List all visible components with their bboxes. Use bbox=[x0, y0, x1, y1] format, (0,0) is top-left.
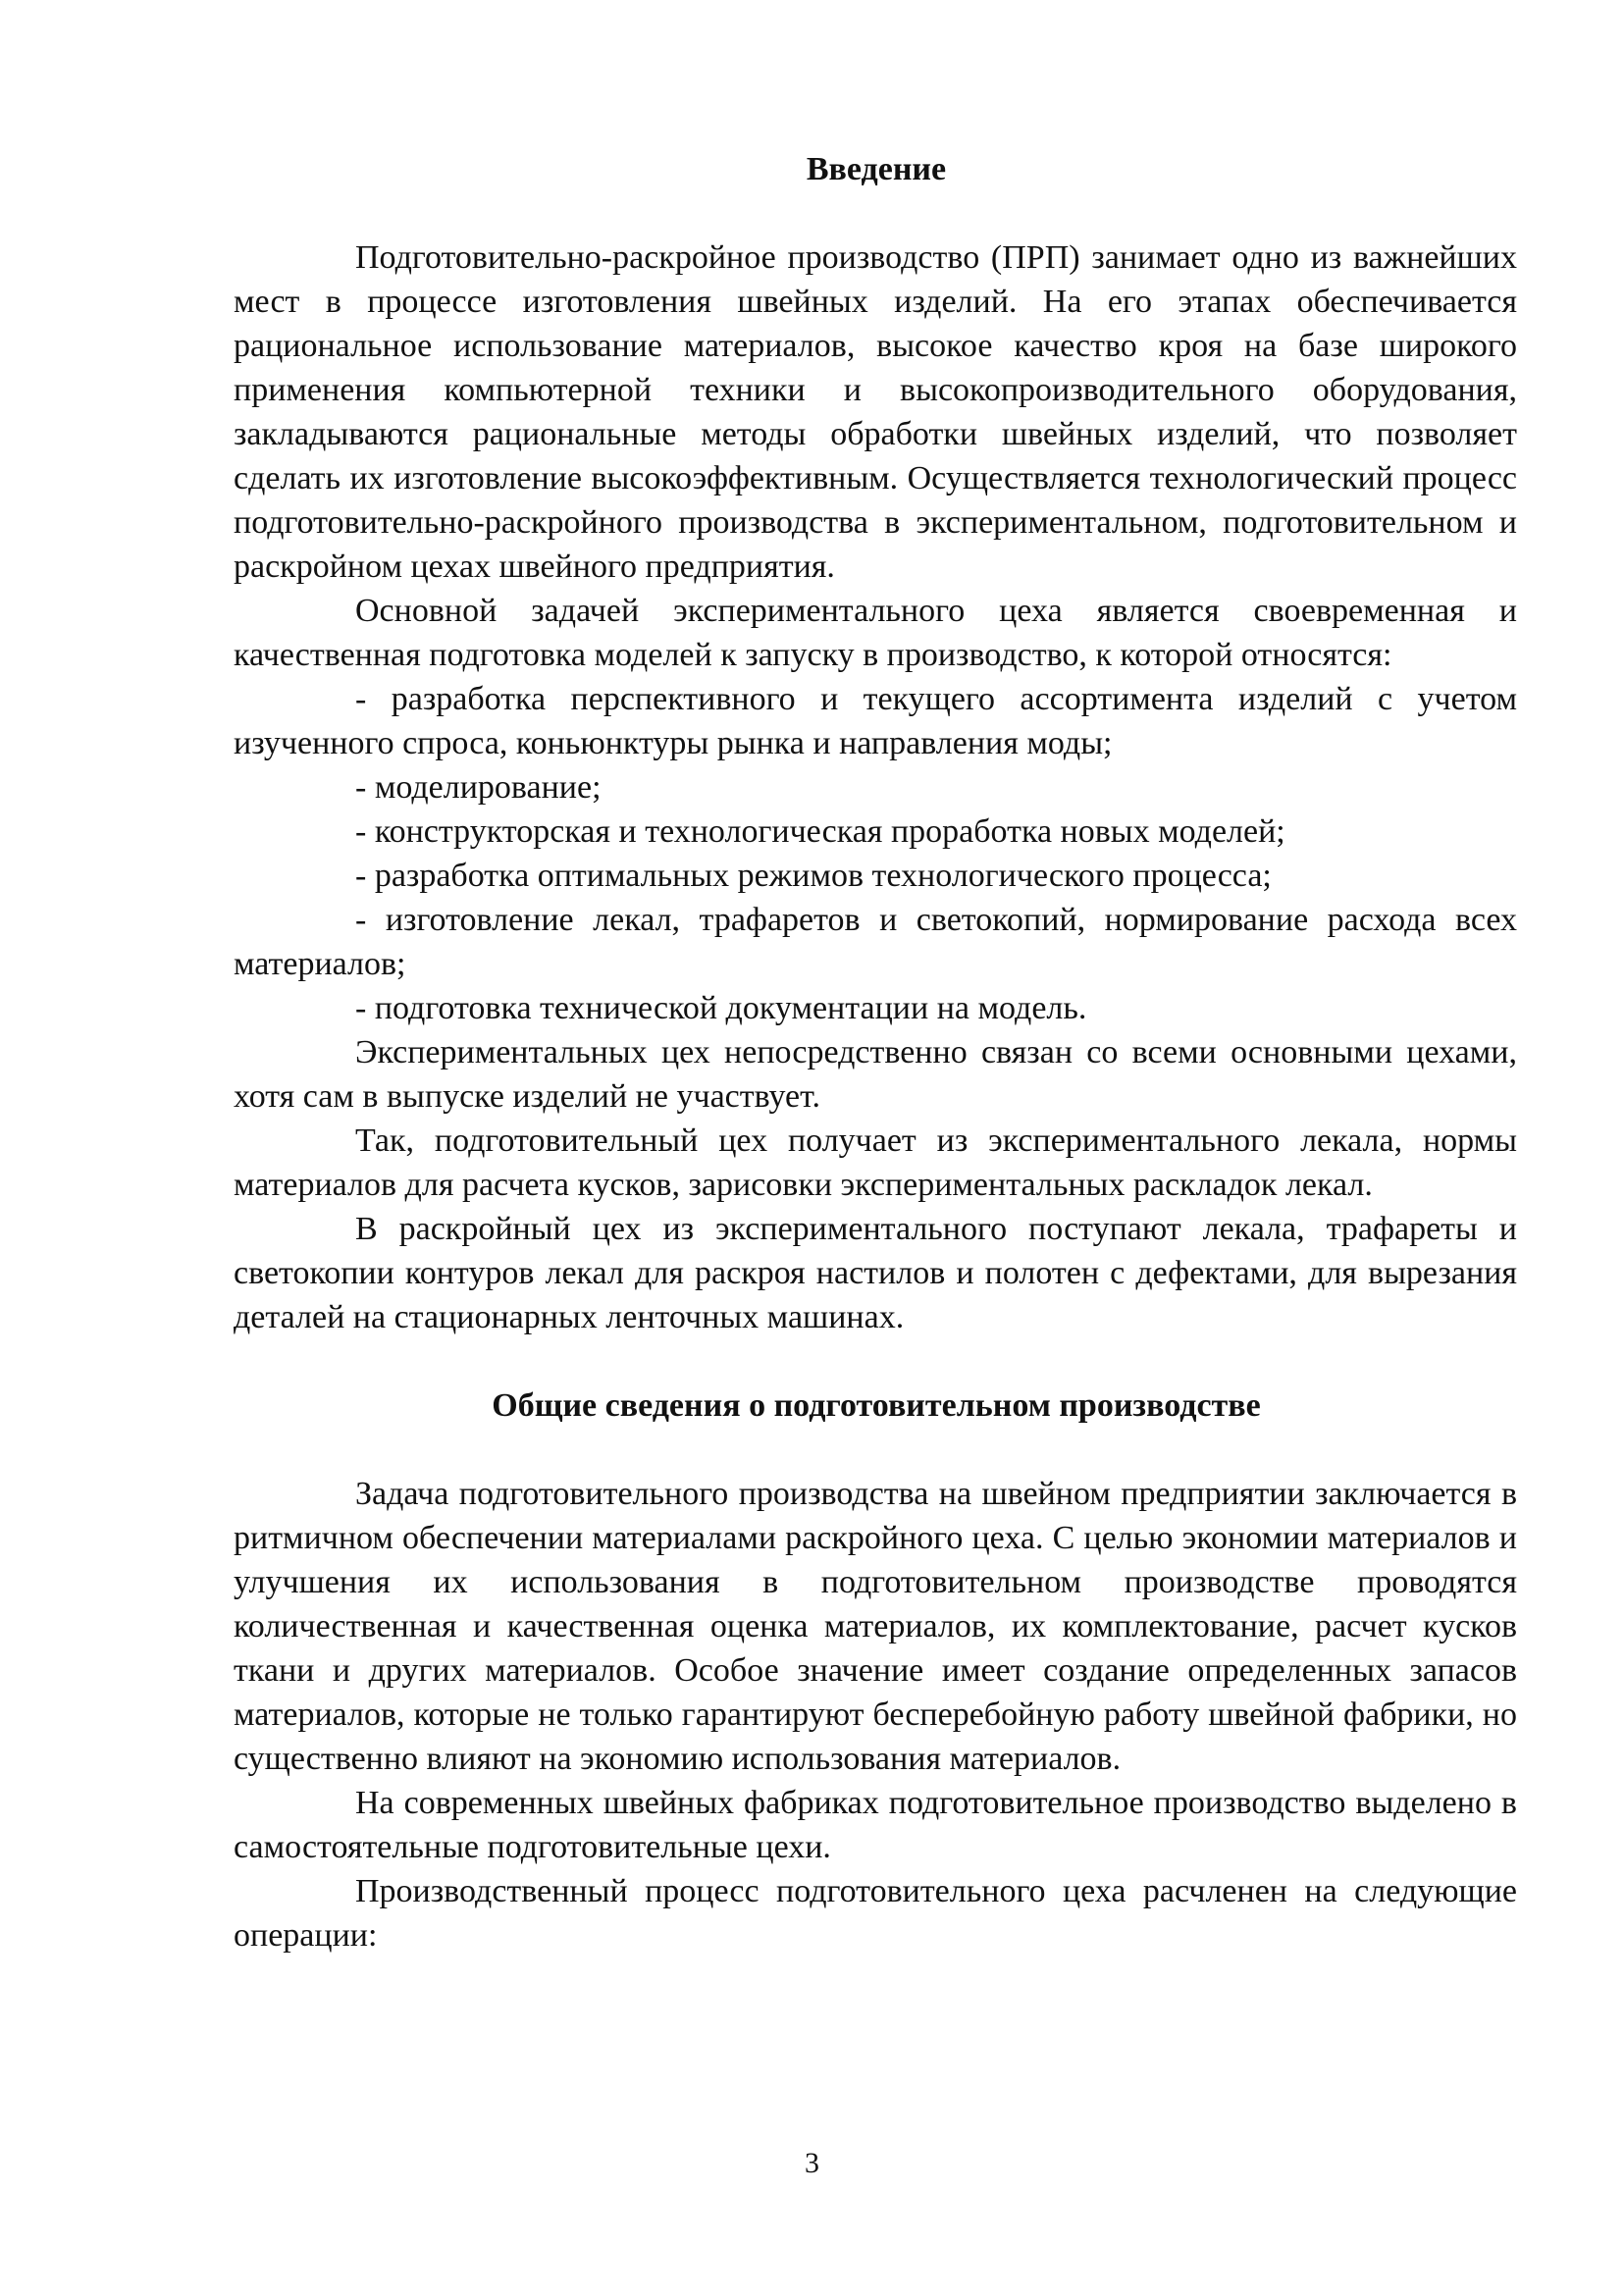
page-number: 3 bbox=[805, 2147, 819, 2179]
intro-paragraph-1: Подготовительно-раскройное производство (ПРП) занимает одно из важнейших мест в процессе изготовления швейных изделий. На его этапах обеспечивается рациональное использование материалов, высокое качество кроя на базе широкого применения компьютерной техники и высокопроизводительного оборудования, закладываются рациональные методы обработки швейных изделий, что позволяет сделать их изготовление высокоэффективным. Осуществляется технологический процесс подготовительно-раскройного производства в экспериментальном, подготовительном и раскройном цехах швейного предприятия. bbox=[234, 239, 1517, 585]
intro-list-item-2: - моделирование; bbox=[355, 769, 602, 806]
intro-list-item-6: - подготовка технической документации на модель. bbox=[355, 990, 1087, 1026]
intro-paragraph-4: Так, подготовительный цех получает из экспериментального лекала, нормы материалов для расчета кусков, зарисовки экспериментальных раскладок лекал. bbox=[234, 1122, 1517, 1203]
intro-paragraph-5: В раскройный цех из экспериментального поступают лекала, трафареты и светокопии контуров лекал для раскроя настилов и полотен с дефектами, для вырезания деталей на стационарных ленточных машинах. bbox=[234, 1211, 1517, 1335]
intro-list-item-4: - разработка оптимальных режимов технологического процесса; bbox=[355, 858, 1272, 894]
general-paragraph-1: Задача подготовительного производства на швейном предприятии заключается в ритмичном обеспечении материалами раскройного цеха. С целью экономии материалов и улучшения их использования в подготовительном производстве проводятся количественная и качественная оценка материалов, их комплектование, расчет кусков ткани и других материалов. Особое значение имеет создание определенных запасов материалов, которые не только гарантируют бесперебойную работу швейной фабрики, но существенно влияют на экономию использования материалов. bbox=[234, 1476, 1517, 1777]
intro-list-item-3: - конструкторская и технологическая проработка новых моделей; bbox=[355, 813, 1285, 850]
intro-list-item-1: - разработка перспективного и текущего ассортимента изделий с учетом изученного спроса, коньюнктуры рынка и направления моды; bbox=[234, 681, 1517, 761]
intro-paragraph-3: Экспериментальных цех непосредственно связан со всеми основными цехами, хотя сам в выпуске изделий не участвует. bbox=[234, 1034, 1517, 1115]
intro-paragraph-2: Основной задачей экспериментального цеха является своевременная и качественная подготовка моделей к запуску в производство, к которой относятся: bbox=[234, 593, 1517, 673]
section-title-general: Общие сведения о подготовительном производстве bbox=[492, 1387, 1261, 1424]
section-title-intro: Введение bbox=[806, 151, 947, 187]
intro-list-item-5: - изготовление лекал, трафаретов и светокопий, нормирование расхода всех материалов; bbox=[234, 902, 1517, 982]
document-page bbox=[234, 147, 1517, 1957]
general-paragraph-3: Производственный процесс подготовительного цеха расчленен на следующие операции: bbox=[234, 1873, 1517, 1954]
general-paragraph-2: На современных швейных фабриках подготовительное производство выделено в самостоятельные подготовительные цехи. bbox=[234, 1785, 1517, 1865]
